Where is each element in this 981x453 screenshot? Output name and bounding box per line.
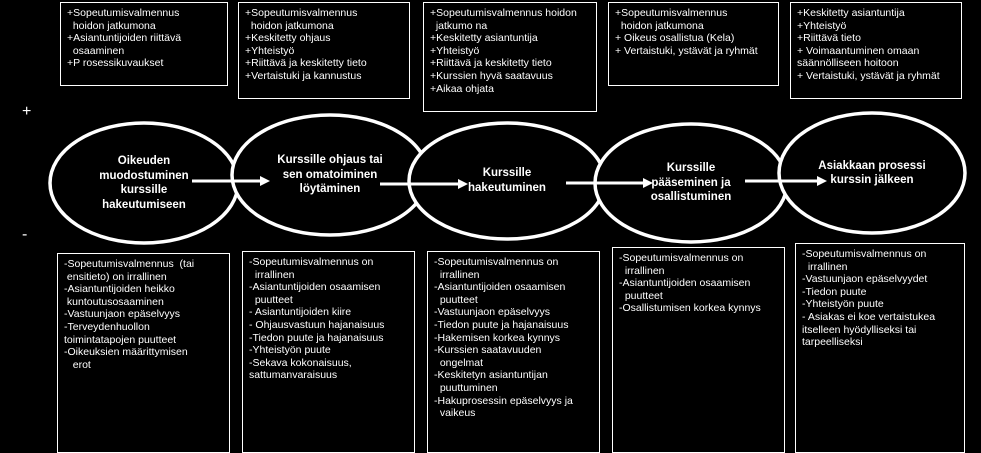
stage-label-3: Kurssille hakeutuminen: [468, 167, 546, 194]
negative-item: -Vastuunjaon epäselvyys: [64, 308, 180, 321]
negative-item: ensitieto) on irrallinen: [64, 270, 167, 283]
positive-item: +Sopeutumisvalmennus: [67, 7, 180, 19]
negative-item: -Oikeuksien määrittymisen: [64, 346, 188, 359]
negative-item: - Asiakas ei koe vertaistukea: [802, 310, 936, 323]
negative-item: -Asiantuntijoiden osaamisen: [619, 277, 751, 290]
negative-item: irrallinen: [802, 260, 848, 273]
positive-item: +Yhteistyö: [797, 19, 847, 32]
positive-item: +Yhteistyö: [245, 44, 295, 57]
negative-item: -Terveydenhuollon: [64, 320, 150, 333]
negative-item: -Sopeutumisvalmennus on: [249, 256, 374, 268]
negative-item: -Kurssien saatavuuden: [434, 344, 542, 357]
negative-item: -Hakuprosessin epäselvyys ja: [434, 394, 573, 407]
positive-item: + Vertaistuki, ystävät ja ryhmät: [797, 69, 940, 82]
negative-item: -Osallistumisen korkea kynnys: [619, 302, 761, 315]
negative-item: -Keskitetyn asiantuntijan: [434, 369, 548, 382]
positive-item: jatkumo na: [430, 19, 488, 32]
positive-item: +Keskitetty asiantuntija: [430, 32, 538, 45]
negative-item: -Tiedon puute: [802, 285, 867, 298]
negative-box-5: [795, 243, 965, 453]
plus-sign: +: [22, 103, 32, 120]
negative-item: vaikeus: [434, 407, 476, 420]
negative-item: -Tiedon puute ja hajanaisuus: [434, 318, 569, 331]
negative-item: erot: [64, 358, 91, 371]
stage-label-1: Oikeuden muodostuminen kurssille hakeutumiseen: [99, 155, 189, 211]
positive-item: hoidon jatkumona: [245, 19, 334, 32]
negative-item: -Yhteistyön puute: [802, 298, 884, 311]
positive-item: +Keskitetty ohjaus: [245, 32, 331, 45]
negative-item: -Vastuunjaon epäselvyys: [434, 306, 550, 319]
negative-box-2: [242, 251, 415, 453]
negative-box-1: [57, 253, 230, 453]
negative-box-3: [427, 251, 600, 453]
negative-item: -Asiantuntijoiden osaamisen: [249, 281, 381, 294]
negative-item: irrallinen: [434, 268, 480, 281]
negative-item: -Sekava kokonaisuus,: [249, 356, 352, 369]
negative-item: irrallinen: [619, 264, 665, 277]
positive-item: +Vertaistuki ja kannustus: [245, 69, 362, 82]
positive-item: + Oikeus osallistua (Kela): [615, 32, 735, 45]
negative-item: puutteet: [249, 293, 293, 306]
negative-item: -Sopeutumisvalmennus on: [434, 256, 559, 268]
positive-item: hoidon jatkumona: [615, 19, 704, 32]
negative-item: sattumanvaraisuus: [249, 369, 338, 382]
positive-item: osaaminen: [67, 44, 125, 57]
positive-item: +Keskitetty asiantuntija: [797, 7, 905, 19]
negative-box-4: [612, 247, 785, 453]
negative-item: puuttuminen: [434, 381, 498, 394]
positive-item: +Riittävä ja keskitetty tieto: [245, 57, 367, 70]
negative-item: kuntoutusosaaminen: [64, 295, 164, 308]
negative-item: ongelmat: [434, 356, 484, 369]
negative-item: -Tiedon puute ja hajanaisuus: [249, 331, 384, 344]
positive-item: +Sopeutumisvalmennus: [615, 7, 728, 19]
positive-item: +Yhteistyö: [430, 44, 480, 57]
negative-item: -Hakemisen korkea kynnys: [434, 331, 561, 344]
negative-item: tarpeelliseksi: [802, 336, 863, 349]
negative-item: -Sopeutumisvalmennus on: [619, 252, 744, 264]
negative-item: -Sopeutumisvalmennus (tai: [64, 258, 195, 270]
positive-item: +Kurssien hyvä saatavuus: [430, 69, 553, 82]
negative-item: puutteet: [434, 293, 478, 306]
negative-item: -Asiantuntijoiden heikko: [64, 283, 175, 296]
negative-item: - Asiantuntijoiden kiire: [249, 306, 352, 319]
negative-item: itselleen hyödylliseksi tai: [802, 323, 917, 336]
negative-item: - Ohjausvastuun hajanaisuus: [249, 318, 385, 331]
positive-item: säännölliseen hoitoon: [797, 57, 899, 70]
positive-item: + Voimaantuminen omaan: [797, 44, 920, 57]
positive-item: +Sopeutumisvalmennus: [245, 7, 358, 19]
positive-item: + Vertaistuki, ystävät ja ryhmät: [615, 44, 758, 57]
stage-label-5: Asiakkaan prosessi kurssin jälkeen: [818, 159, 926, 186]
negative-item: -Vastuunjaon epäselvyydet: [802, 273, 928, 286]
stage-label-4: Kurssille pääseminen ja osallistuminen: [650, 162, 732, 204]
positive-item: +Sopeutumisvalmennus hoidon: [430, 7, 577, 19]
negative-item: -Sopeutumisvalmennus on: [802, 248, 927, 260]
positive-item: +Riittävä tieto: [797, 32, 861, 45]
negative-item: toimintatapojen puutteet: [64, 333, 177, 346]
minus-sign: -: [22, 226, 28, 243]
positive-item: hoidon jatkumona: [67, 19, 156, 32]
negative-item: irrallinen: [249, 268, 295, 281]
positive-item: +Riittävä ja keskitetty tieto: [430, 57, 552, 70]
stage-label-2: Kurssille ohjaus tai sen omatoiminen löytäminen: [277, 154, 383, 196]
negative-item: puutteet: [619, 289, 663, 302]
positive-item: +Asiantuntijoiden riittävä: [67, 32, 182, 45]
positive-item: +P rosessikuvaukset: [67, 57, 164, 70]
negative-item: -Yhteistyön puute: [249, 344, 331, 357]
negative-item: -Asiantuntijoiden osaamisen: [434, 281, 566, 294]
positive-item: +Aikaa ohjata: [430, 82, 494, 95]
